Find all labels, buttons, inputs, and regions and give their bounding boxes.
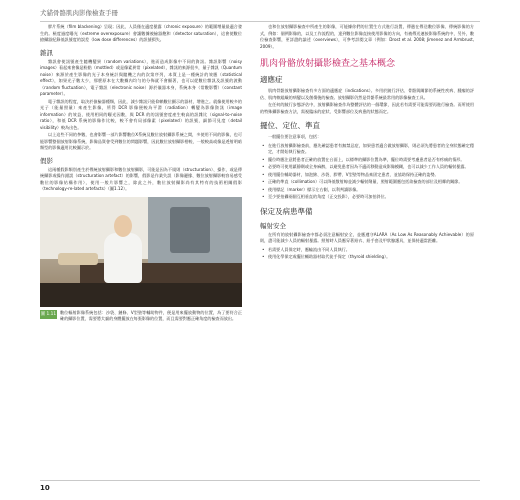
subheading-restraint: 保定及病患準備: [260, 206, 313, 216]
figure-caption-text: 數位輻射影像系統包括：沙袋、鏈條、V型墊等輔助物件，便是用來擺放動物的位置，為了要符合正確的攝影位置，需要將犬貓的身體擺放在每張影像的位置，而且需要對應正確角度的檢查而放出。: [60, 309, 242, 321]
page-number: 10: [40, 484, 50, 492]
list-item: • 至少要拍攝兩個互相垂直的角度（正交投影），必要時可加拍斜位。: [268, 194, 474, 201]
photo-technician-head: [114, 215, 132, 237]
list-item: • 若需要人員保定時，應輪流由不同人員執行。: [268, 247, 474, 254]
list-item: • 正確的準直（collimation）可以降低散射線並減少輻射劑量，照射範圍應包括欲檢查的部位及相鄰的關節。: [268, 179, 474, 186]
paragraph: 在任何的跛行步態評估中，放射攝影檢查作為整體評估的一個環節，因此若有需要可能需要再進行檢查。而所使用的特殊攝影檢查方法，需視臨床的症狀、受影響部位及病患的狀態而定。: [260, 102, 474, 114]
section-heading: 肌肉骨骼放射攝影檢查之基本概念: [260, 59, 396, 69]
paragraph: 一般擺位要注意事項，包括：: [268, 134, 322, 139]
right-column: [260, 24, 474, 262]
paragraph: 這兩種假影類別產生於傳統放射攝影和數位放射攝影，可能是因為不規則（structuration）、操作，或是傳統攝影或操作錯誤（structuration artefact）的影響，假影是作業失誤（影像邊緣、數位放射攝影較容易感受數位的影像結構作用），使用一般片影響之，除此之外，數位放射攝影尚有其特有的技術相關假影（technology-re-lated artefacts）（圖1.12）。: [40, 166, 242, 191]
photo-positioning-pad: [58, 253, 98, 265]
page-footer: [40, 480, 480, 494]
paragraph: 雜訊會使訊號產生隨機變異（random variations），進而造成影像中不同的資訊。雜訊影響（noisy images）看起來會像是粉點（mottled）或是像素異常（pixelated），雜訊的來源很多，量子雜訊（Quantum noise）來源於產生影像的光子本身統計與隨機之內的次第序列，本質上是一種統計的效應（statistical effect），如果光子數太少，那麼原本在大數據內均勻的分佈就不會顯著，也可以從數位雜訊及訊號的波動（random fluctuation），電子雜訊（electronic noise）源於儀器本身，系統本身（常數影響）（constant parameter）。: [40, 58, 242, 96]
list-item: • 使用擺位輔助器材，如泡綿、沙袋、膠帶、V型墊等物品來固定患者，並協助保持正確的姿勢。: [268, 172, 474, 179]
photo-floor: [40, 283, 242, 307]
subheading-indications: 適應症: [260, 75, 283, 84]
paragraph: 肌肉骨骼放射攝影檢查有多方面的適應症（indications）。多用於跛行評估、骨骼與關節的系統性疾病、腫瘤的評估、肌肉軟組織的病變以及創傷後的檢查。放射攝影仍然是骨骼系統最常用的影像檢查工具。: [260, 88, 474, 100]
subheading-positioning: 擺位、定位、準直: [260, 121, 320, 130]
running-header-title: 犬貓骨骼肌肉影像檢查手冊: [40, 9, 118, 17]
figure-number-badge: 圖 1.11: [40, 311, 57, 317]
subheading-noise: 雜訊: [40, 48, 53, 57]
subheading-artifact: 假影: [40, 156, 53, 165]
bullet-list-safety: [260, 247, 474, 261]
list-item: • 使用標記（marker）標示左右側，以利判讀影像。: [268, 187, 474, 194]
paragraph: 電子雜訊的程度，取決於偵檢器種類，因此，減少雜訊只能仰賴數位顯示的器材，增進之。就像使用較多的光子（能量照量）來產生影像，所得 DCR 影像便較為平滑（radiation）轉變為影像資訊（image information）的效益，使用相同的曝光因數，與 DCR 的的訊號密度產生較高的訊雜比（signal-to-noise ratio），和低 DCR 系統的影像作比較，較不會有局部像素（pixelated）的訊號，細節可見度（detail visibility）較為出色。: [40, 98, 242, 130]
photo-technician-body: [104, 233, 142, 283]
list-item: • 使用化學保定或擺位輔助器材取代徒手保定（thyroid shielding）。: [268, 254, 474, 261]
figure-photo-radiography-room: [40, 197, 242, 307]
list-item: • 在進行放射攝影檢查前，應先確認患者有無禁忌症，如果患者適合做放射攝影，則必須先將患者的全身狀態確定穩定，才開始執行檢查。: [268, 143, 474, 156]
paragraph: 膠片系統（film blackening）呈現；因此，人員僅在適度暴露（chronic exposure）的範圍增量最適合發生的。極度過度曝光（extreme overexposure）會讓數據被檢器飽和（detector saturation），這會使數位搶攝器紀錄低訊號度的誤差（low dose differences）的訊號損失。: [40, 24, 242, 42]
left-column: [40, 24, 242, 322]
list-item: • 擺位時應注意將患者正確的放置在台面上，以標準的攝影位置為準，擺位時需要考慮患者是否有疼痛的情形。: [268, 157, 474, 164]
running-header: [40, 6, 480, 22]
subheading-radiation-safety: 輻射安全: [260, 221, 286, 230]
header-divider: [40, 21, 480, 22]
paragraph: 以上這些不同的參數，也會影響一部片影響數位X系統及數位放射攝影系統之間，多使用不同的影像，也可能影響整個放射影像系統，影像品質會受到數位的問題影響，因此數位放射攝影相較，一般較高或像是透射明暗類型的影像適用比較圖示於。: [40, 132, 242, 150]
paragraph: 也和位放射攝影檢查中所產生的影像，可能據你們的位置生方式進行設置，傳遞在傳送數位影像、傳統影像的方式，例如：個例影像的，以及工作流程的，達到數位影像直接使用影像的方向，有被傳送連接影像系統的中，另外，數位檢查影響，更詳盡的論述（overviews），可參考詳閱文章（例如：Drost et al. 2008; Jimenez and Armbrust, 2009）。: [260, 24, 474, 49]
photo-xray-tube: [170, 207, 210, 253]
figure-caption: [40, 310, 242, 322]
footer-divider: [40, 480, 480, 481]
bullet-list-positioning: [260, 143, 474, 201]
list-item: • 必要時可使用鎮靜劑或全身麻醉，以避免患者因為不適而移動造成影像模糊，也可以減少工作人員的輻射暴露。: [268, 164, 474, 171]
paragraph: 在所有的放射攝影檢查中都必須注意輻射安全，並應遵守ALARA（As Low As Reasonably Achievable）的原則，盡可能減少人員的輻射暴露。照射時人員應穿著鉛衣、鉛手套及甲狀腺護具，並保持適當距離。: [260, 231, 474, 243]
